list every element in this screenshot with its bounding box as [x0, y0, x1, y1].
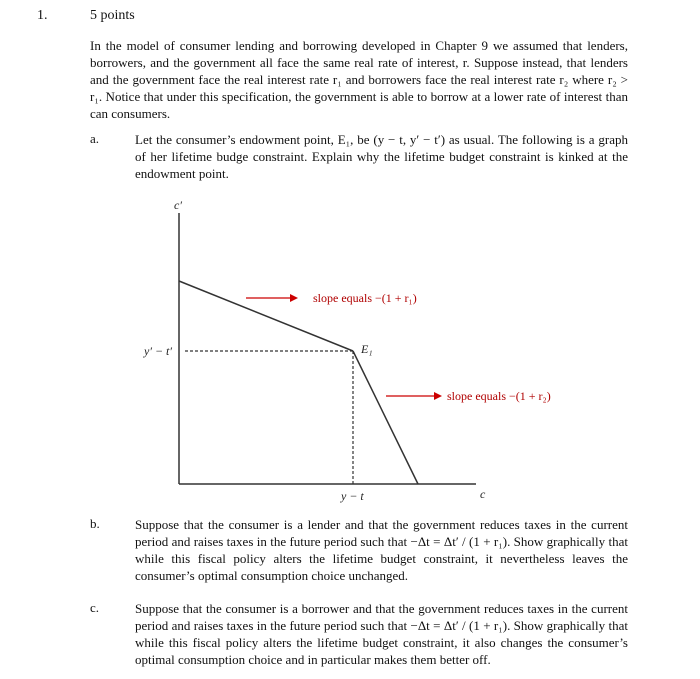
part-c-text: Suppose that the consumer is a borrower and that the government reduces taxes in the current period and raises taxes in the future period such that −Δt = Δt′ / (1 + r₁). Show graphically that while this fiscal policy alters the lifetime budget constraint, it also changes the consumer’s optimal consumption choice and in particular makes them better off. — [135, 601, 628, 667]
slope-upper-arrowhead — [290, 294, 298, 302]
question-points: 5 points — [90, 8, 135, 23]
slope-lower-label: slope equals −(1 + r₂) — [447, 389, 551, 403]
question-intro: In the model of consumer lending and borrowing developed in Chapter 9 we assumed that lenders, borrowers, and the government all face the same real rate of interest, r. Suppose instead, that lenders and the government face the real interest rate r₁ and borrowers face the real interest rate r₂ where r₂ > r₁. Notice that under this specification, the government is able to borrow at a lower rate of interest than can consumers. — [90, 38, 628, 121]
part-a-text: Let the consumer’s endowment point, E₁, be (y − t, y′ − t′) as usual. The following is a graph of her lifetime budge constraint. Explain why the lifetime budget constraint is kinked at the endowment point. — [135, 132, 628, 181]
part-a-label: a. — [90, 131, 100, 146]
budget-line-lower — [353, 351, 418, 484]
slope-upper-label: slope equals −(1 + r₁) — [313, 291, 417, 305]
part-b-text: Suppose that the consumer is a lender and that the government reduces taxes in the current period and raises taxes in the future period such that −Δt = Δt′ / (1 + r₁). Show graphically that while this fiscal policy alters the lifetime budget constraint, it nevertheless leaves the consumer’s optimal consumption choice unchanged. — [135, 517, 628, 583]
slope-lower-arrowhead — [434, 392, 442, 400]
x-axis-label: c — [480, 487, 486, 501]
endowment-x-label: y − t — [341, 489, 364, 503]
part-c-label: c. — [90, 600, 100, 615]
y-axis-label: c′ — [174, 198, 182, 212]
endowment-y-label: y′ − t′ — [144, 344, 173, 358]
endowment-point-label: E₁ — [361, 342, 373, 356]
question-number: 1. — [37, 8, 48, 23]
part-b-label: b. — [90, 516, 100, 531]
